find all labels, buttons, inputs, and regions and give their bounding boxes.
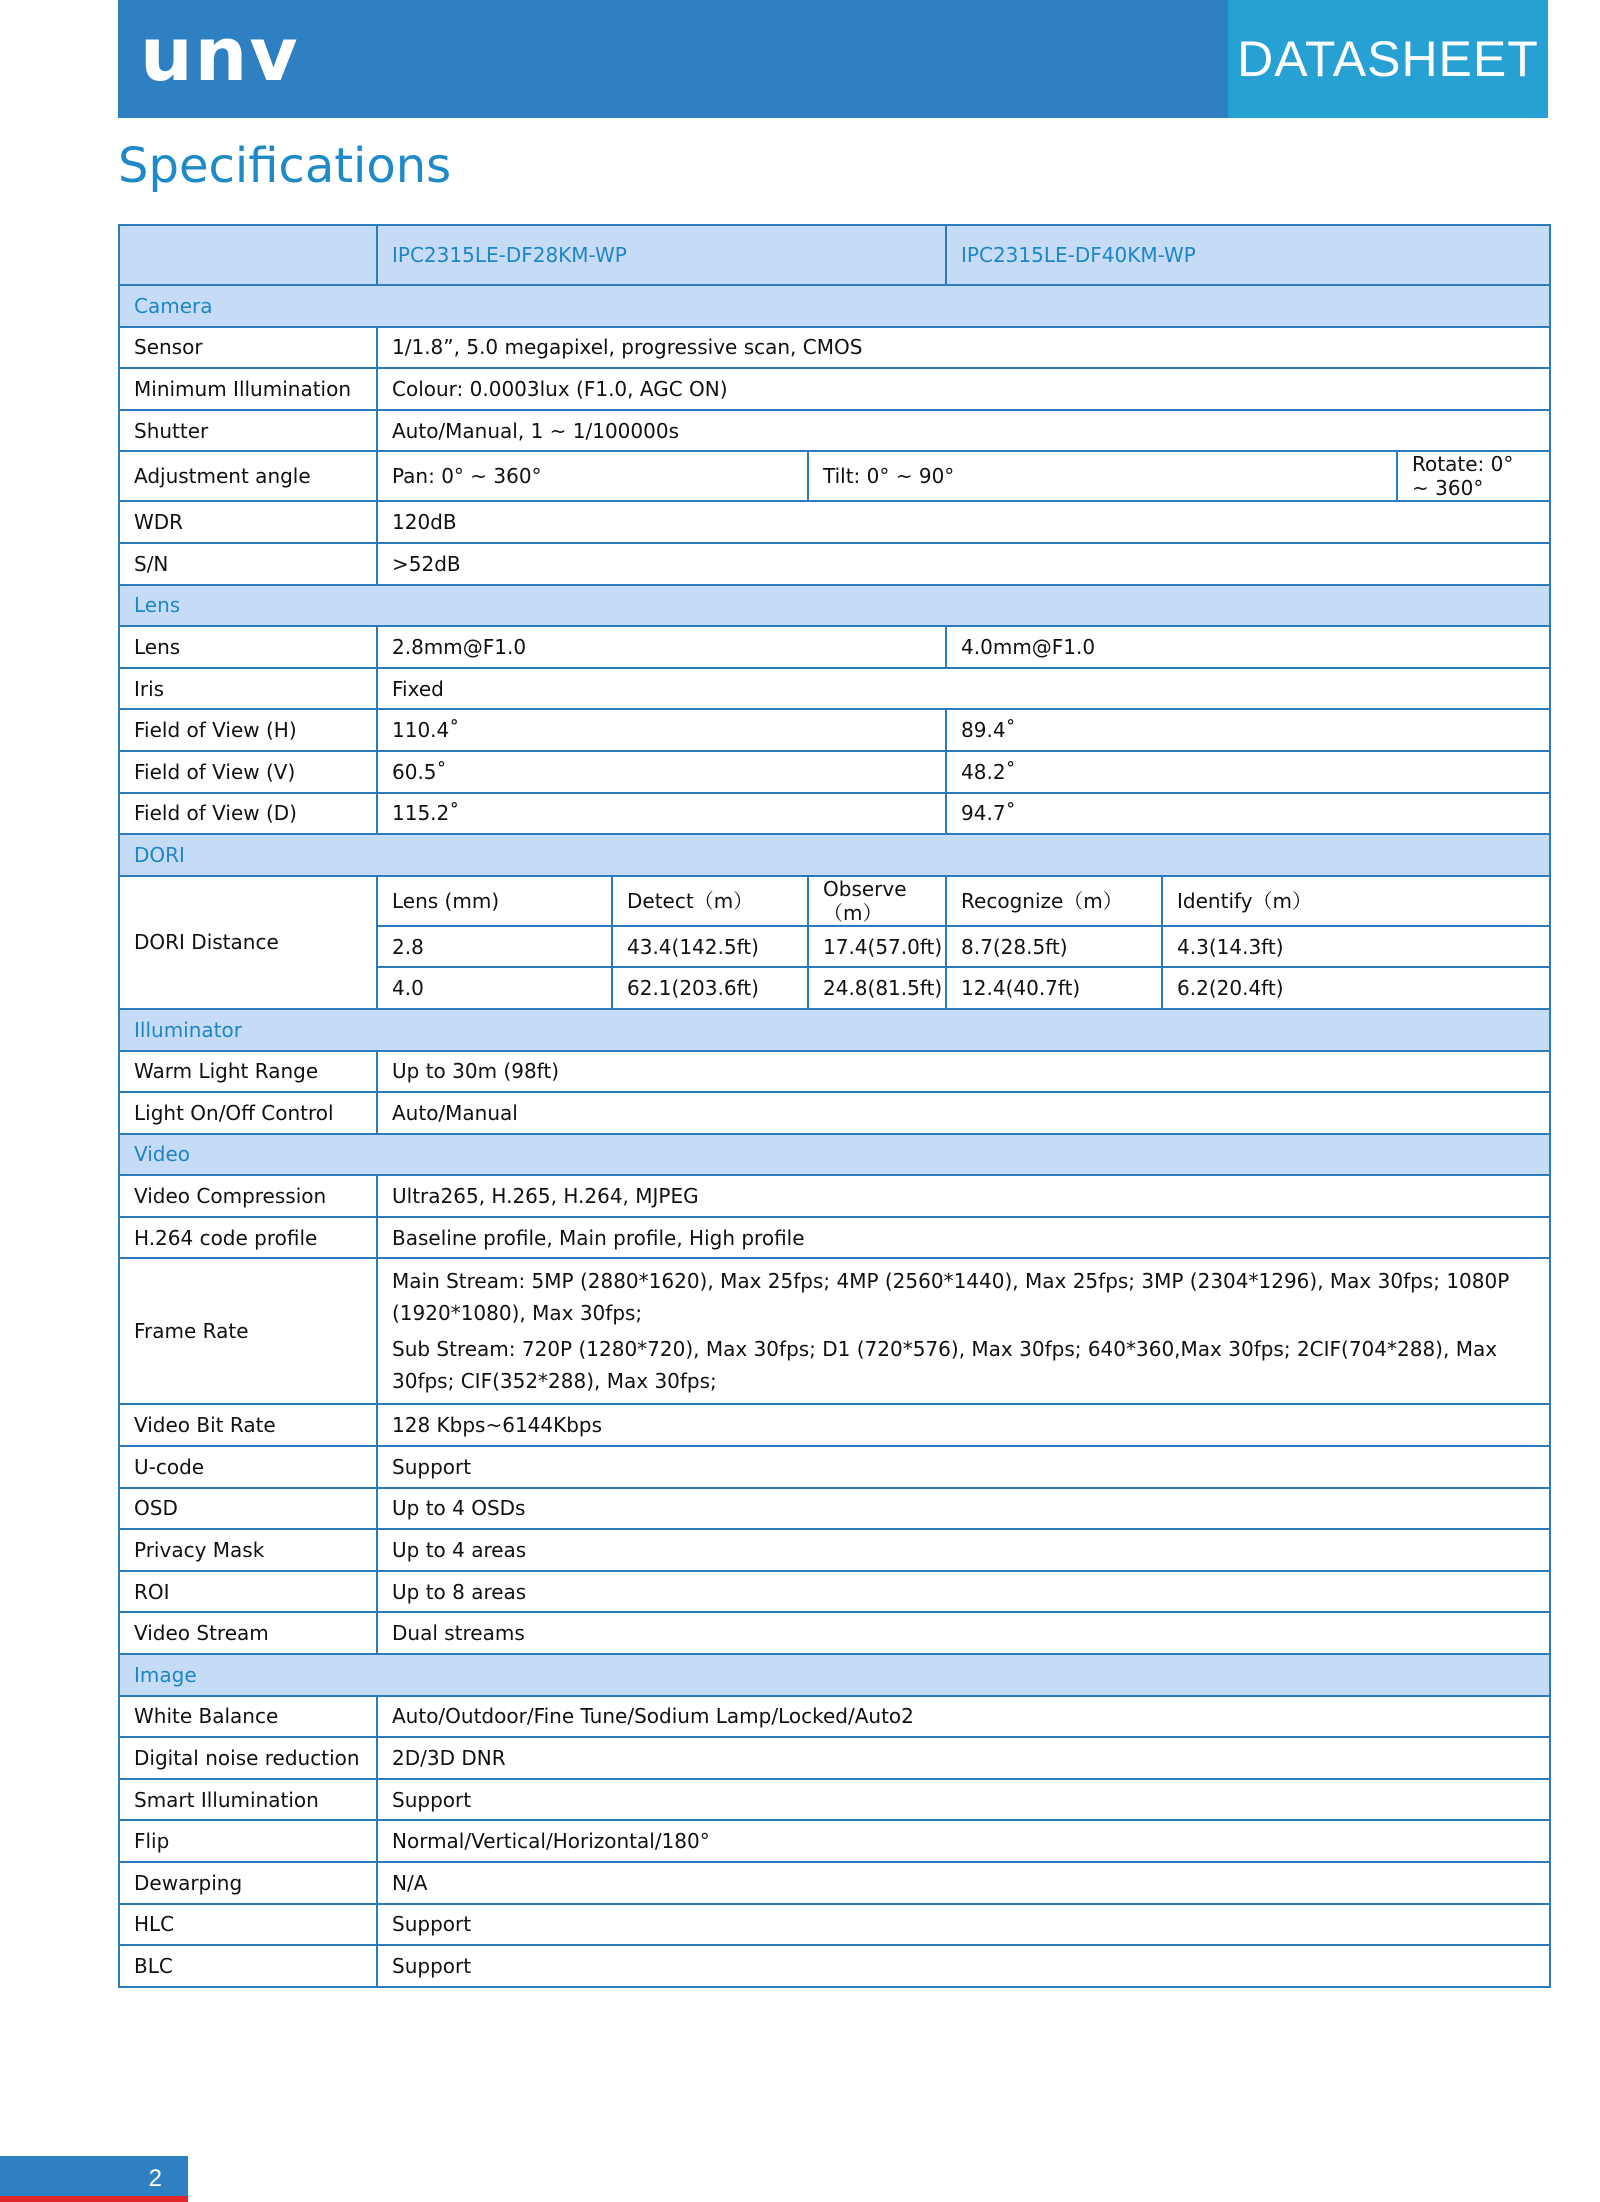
table-row	[119, 1945, 1550, 1987]
table-row	[119, 1175, 1550, 1217]
row-label: Warm Light Range	[119, 1051, 377, 1093]
table-row	[119, 1217, 1550, 1259]
table-row	[119, 1737, 1550, 1779]
dori-cell: 12.4(40.7ft)	[946, 967, 1162, 1009]
row-value-a: 2.8mm@F1.0	[377, 626, 946, 668]
row-value: Ultra265, H.265, H.264, MJPEG	[377, 1175, 1550, 1217]
row-value: 120dB	[377, 501, 1550, 543]
row-label: HLC	[119, 1904, 377, 1946]
section-title: Lens	[119, 585, 1550, 627]
row-label: Smart Illumination	[119, 1779, 377, 1821]
row-label: Privacy Mask	[119, 1529, 377, 1571]
row-value-b: 89.4˚	[946, 709, 1550, 751]
row-label: ROI	[119, 1571, 377, 1613]
section-dori	[119, 834, 1550, 876]
row-label: Video Compression	[119, 1175, 377, 1217]
section-lens	[119, 585, 1550, 627]
row-value: Baseline profile, Main profile, High profile	[377, 1217, 1550, 1259]
table-row	[119, 327, 1550, 369]
row-value: Up to 8 areas	[377, 1571, 1550, 1613]
row-label: Light On/Off Control	[119, 1092, 377, 1134]
table-row	[119, 1092, 1550, 1134]
row-value: >52dB	[377, 543, 1550, 585]
table-row	[119, 1904, 1550, 1946]
row-label: Iris	[119, 668, 377, 710]
row-label: Sensor	[119, 327, 377, 369]
row-value: Support	[377, 1945, 1550, 1987]
row-value: Normal/Vertical/Horizontal/180°	[377, 1820, 1550, 1862]
table-row	[119, 451, 1550, 501]
dori-cell: 24.8(81.5ft)	[808, 967, 946, 1009]
table-row	[119, 501, 1550, 543]
page-header	[118, 0, 1548, 118]
table-row	[119, 1820, 1550, 1862]
section-title: DORI	[119, 834, 1550, 876]
sub-stream-text: Sub Stream: 720P (1280*720), Max 30fps; D1 (720*576), Max 30fps; 640*360,Max 30fps; 2CIF(704*288), Max 30fps; CIF(352*288), Max 30fps;	[392, 1337, 1498, 1394]
dori-cell: 6.2(20.4ft)	[1162, 967, 1550, 1009]
section-title: Camera	[119, 285, 1550, 327]
table-row	[119, 368, 1550, 410]
pan-value: Pan: 0° ~ 360°	[377, 451, 808, 501]
row-label: Field of View (H)	[119, 709, 377, 751]
section-image	[119, 1654, 1550, 1696]
row-value: Auto/Outdoor/Fine Tune/Sodium Lamp/Locked/Auto2	[377, 1696, 1550, 1738]
dori-cell: 17.4(57.0ft)	[808, 926, 946, 968]
row-label: U-code	[119, 1446, 377, 1488]
row-value-a: 110.4˚	[377, 709, 946, 751]
row-value: Up to 30m (98ft)	[377, 1051, 1550, 1093]
page-number: 2	[0, 2156, 188, 2202]
row-value-b: 48.2˚	[946, 751, 1550, 793]
model-header-row	[119, 225, 1550, 285]
row-label: DORI Distance	[119, 876, 377, 1009]
row-value: Auto/Manual, 1 ~ 1/100000s	[377, 410, 1550, 452]
table-row	[119, 1696, 1550, 1738]
model-name-40: IPC2315LE-DF40KM-WP	[946, 225, 1550, 285]
dori-header-lens: Lens (mm)	[377, 876, 612, 926]
dori-cell: 62.1(203.6ft)	[612, 967, 808, 1009]
row-value: Auto/Manual	[377, 1092, 1550, 1134]
section-title: Image	[119, 1654, 1550, 1696]
row-value: Fixed	[377, 668, 1550, 710]
row-value: Dual streams	[377, 1612, 1550, 1654]
row-label: White Balance	[119, 1696, 377, 1738]
dori-header-identify: Identify（m）	[1162, 876, 1550, 926]
dori-header-row	[119, 876, 1550, 926]
table-row	[119, 410, 1550, 452]
table-row	[119, 1571, 1550, 1613]
row-label: Video Stream	[119, 1612, 377, 1654]
section-title: Video	[119, 1134, 1550, 1176]
row-value: 2D/3D DNR	[377, 1737, 1550, 1779]
table-row	[119, 1862, 1550, 1904]
table-row	[119, 1404, 1550, 1446]
rotate-value: Rotate: 0° ~ 360°	[1397, 451, 1550, 501]
brand-logo: unv	[140, 12, 300, 98]
main-stream-text: Main Stream: 5MP (2880*1620), Max 25fps; 4MP (2560*1440), Max 25fps; 3MP (2304*1296), Max 30fps; 1080P (1920*1080), Max 30fps;	[392, 1269, 1510, 1326]
row-label: OSD	[119, 1488, 377, 1530]
row-value: 128 Kbps~6144Kbps	[377, 1404, 1550, 1446]
table-row	[119, 751, 1550, 793]
row-label: Shutter	[119, 410, 377, 452]
section-camera	[119, 285, 1550, 327]
dori-cell: 43.4(142.5ft)	[612, 926, 808, 968]
row-label: Lens	[119, 626, 377, 668]
page-title: Specifications	[118, 138, 452, 194]
table-row	[119, 1529, 1550, 1571]
row-label: Video Bit Rate	[119, 1404, 377, 1446]
table-row	[119, 626, 1550, 668]
row-value: Up to 4 OSDs	[377, 1488, 1550, 1530]
spec-table	[118, 224, 1551, 1988]
dori-header-detect: Detect（m）	[612, 876, 808, 926]
row-label: Minimum Illumination	[119, 368, 377, 410]
row-label: Field of View (V)	[119, 751, 377, 793]
row-value-b: 94.7˚	[946, 793, 1550, 835]
row-label: BLC	[119, 1945, 377, 1987]
row-label: S/N	[119, 543, 377, 585]
tilt-value: Tilt: 0° ~ 90°	[808, 451, 1397, 501]
row-value: Up to 4 areas	[377, 1529, 1550, 1571]
table-row	[119, 1446, 1550, 1488]
row-value-a: 60.5˚	[377, 751, 946, 793]
dori-cell: 4.0	[377, 967, 612, 1009]
dori-cell: 8.7(28.5ft)	[946, 926, 1162, 968]
row-value: Support	[377, 1446, 1550, 1488]
row-value: Colour: 0.0003lux (F1.0, AGC ON)	[377, 368, 1550, 410]
row-label: Frame Rate	[119, 1258, 377, 1404]
table-row	[119, 668, 1550, 710]
row-value: Support	[377, 1779, 1550, 1821]
row-label: Flip	[119, 1820, 377, 1862]
section-title: Illuminator	[119, 1009, 1550, 1051]
frame-rate-value	[377, 1258, 1550, 1404]
table-row	[119, 1488, 1550, 1530]
row-label: H.264 code profile	[119, 1217, 377, 1259]
section-video	[119, 1134, 1550, 1176]
table-row	[119, 1612, 1550, 1654]
dori-header-observe: Observe（m）	[808, 876, 946, 926]
footer-accent-bar	[0, 2196, 188, 2202]
row-label: Field of View (D)	[119, 793, 377, 835]
table-row	[119, 543, 1550, 585]
dori-cell: 4.3(14.3ft)	[1162, 926, 1550, 968]
table-row	[119, 1051, 1550, 1093]
row-value: Support	[377, 1904, 1550, 1946]
table-row	[119, 1779, 1550, 1821]
row-value-b: 4.0mm@F1.0	[946, 626, 1550, 668]
section-illuminator	[119, 1009, 1550, 1051]
model-header-empty	[119, 225, 377, 285]
table-row	[119, 793, 1550, 835]
frame-rate-row	[119, 1258, 1550, 1404]
table-row	[119, 709, 1550, 751]
row-value: 1/1.8”, 5.0 megapixel, progressive scan, CMOS	[377, 327, 1550, 369]
dori-header-recognize: Recognize（m）	[946, 876, 1162, 926]
row-label: Digital noise reduction	[119, 1737, 377, 1779]
row-value: N/A	[377, 1862, 1550, 1904]
dori-cell: 2.8	[377, 926, 612, 968]
row-label: WDR	[119, 501, 377, 543]
datasheet-label: DATASHEET	[1228, 0, 1548, 118]
row-value-a: 115.2˚	[377, 793, 946, 835]
model-name-28: IPC2315LE-DF28KM-WP	[377, 225, 946, 285]
row-label: Dewarping	[119, 1862, 377, 1904]
row-label: Adjustment angle	[119, 451, 377, 501]
